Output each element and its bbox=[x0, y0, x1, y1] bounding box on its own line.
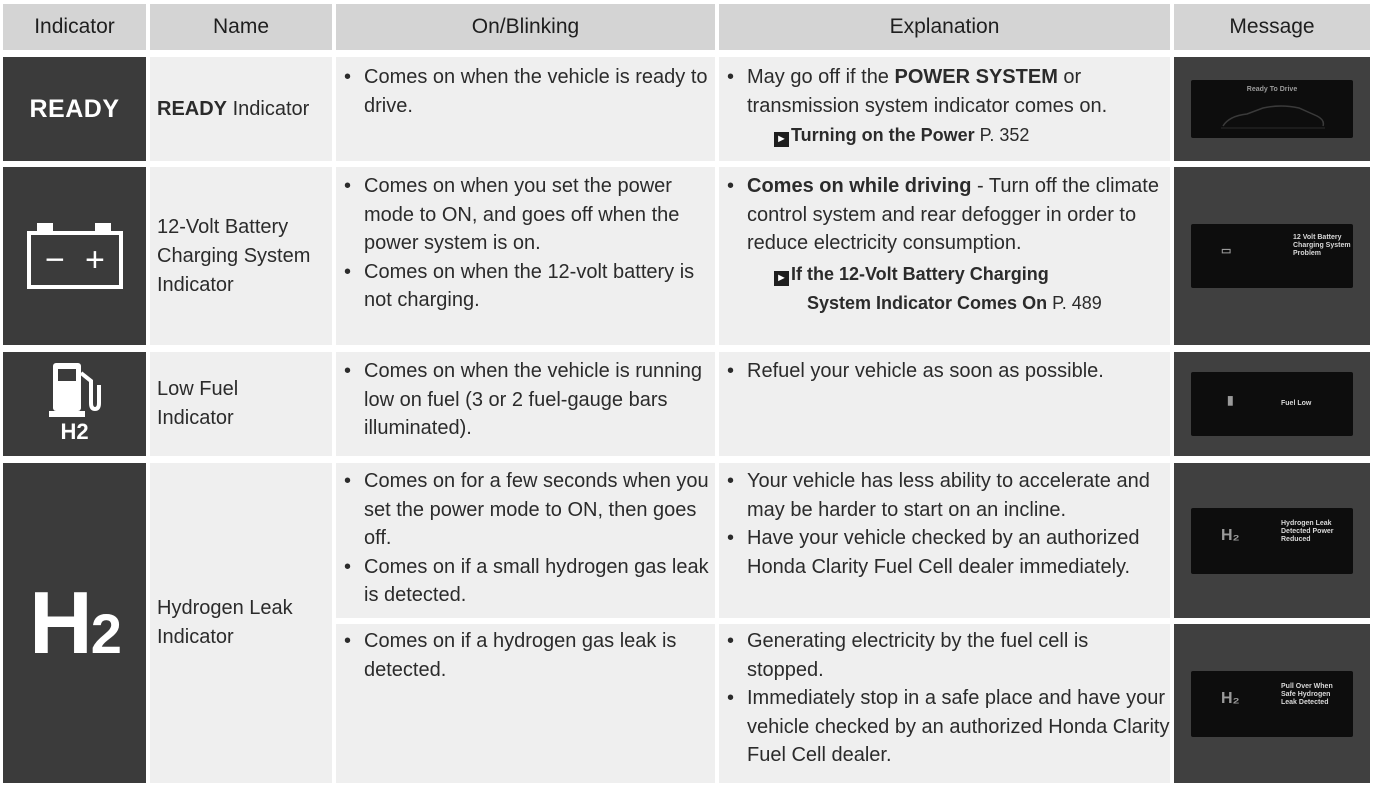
ready-message-cell bbox=[1174, 57, 1370, 161]
list-item: • Comes on when the vehicle is running low on fuel (3 or 2 fuel-gauge bars illuminated). bbox=[336, 357, 715, 443]
ready-indicator-cell bbox=[3, 57, 146, 161]
hydrogen-name bbox=[150, 463, 332, 783]
car-silhouette-icon bbox=[1219, 98, 1327, 132]
hydrogen-message-text-1: Hydrogen Leak Detected Power Reduced bbox=[1281, 519, 1334, 543]
header-indicator: Indicator bbox=[3, 4, 146, 50]
ready-name-bold: READY bbox=[157, 97, 228, 120]
list-item: • Have your vehicle checked by an authorized Honda Clarity Fuel Cell dealer immediately. bbox=[719, 524, 1170, 581]
low-fuel-name bbox=[150, 352, 332, 456]
low-fuel-indicator-cell bbox=[3, 352, 146, 456]
hydrogen-name-text: Hydrogen Leak Indicator bbox=[157, 597, 293, 648]
battery-explanation bbox=[719, 167, 1170, 345]
list-item: • Generating electricity by the fuel cell is stopped. bbox=[719, 627, 1170, 684]
list-item: • Immediately stop in a safe place and have your vehicle checked by an authorized Honda Clarity Fuel Cell dealer. bbox=[719, 684, 1170, 770]
battery-plus-icon: + bbox=[84, 241, 105, 279]
low-fuel-on-blinking bbox=[336, 352, 715, 456]
list-item bbox=[719, 172, 1170, 258]
explanation-text: May go off if the bbox=[747, 66, 895, 88]
ready-name bbox=[150, 57, 332, 161]
battery-small-icon: ▭ bbox=[1221, 245, 1232, 257]
list-item: • Comes on when the 12-volt battery is not charging. bbox=[336, 258, 715, 315]
hydrogen-message-screen-2 bbox=[1191, 671, 1353, 737]
hydrogen-indicator-cell bbox=[3, 463, 146, 783]
fuel-pump-icon bbox=[45, 359, 105, 449]
reference-arrow-icon: ► bbox=[774, 132, 789, 147]
explanation-bold: POWER SYSTEM bbox=[894, 66, 1058, 88]
reference-title: If the 12-Volt Battery Charging bbox=[791, 263, 1049, 284]
h2-label: H2 bbox=[60, 419, 89, 444]
low-fuel-message-text: Fuel Low bbox=[1281, 400, 1312, 407]
hydrogen-on-blinking-2 bbox=[336, 624, 715, 783]
battery-name-text: 12-Volt Battery Charging System Indicator bbox=[157, 215, 311, 296]
hydrogen-message-text-2: Pull Over When Safe Hydrogen Leak Detected bbox=[1281, 682, 1333, 706]
list-item: • Comes on if a hydrogen gas leak is detected. bbox=[336, 627, 715, 684]
ready-message-text: Ready To Drive bbox=[1246, 86, 1298, 93]
fuel-small-icon: ▮ bbox=[1227, 393, 1234, 407]
header-on-blinking: On/Blinking bbox=[336, 4, 715, 50]
low-fuel-message-screen bbox=[1191, 372, 1353, 436]
header-message: Message bbox=[1174, 4, 1370, 50]
hydrogen-message-screen-1 bbox=[1191, 508, 1353, 574]
hydrogen-message-cell-1 bbox=[1174, 463, 1370, 618]
header-explanation: Explanation bbox=[719, 4, 1170, 50]
reference-arrow-icon: ► bbox=[774, 271, 789, 286]
header-name: Name bbox=[150, 4, 332, 50]
battery-on-blinking bbox=[336, 167, 715, 345]
ready-explanation bbox=[719, 57, 1170, 161]
ready-on-blinking bbox=[336, 57, 715, 161]
low-fuel-message-cell bbox=[1174, 352, 1370, 456]
list-item: • Your vehicle has less ability to accelerate and may be harder to start on an incline. bbox=[719, 467, 1170, 524]
h2-small-icon: H₂ bbox=[1221, 526, 1240, 544]
battery-reference-link[interactable] bbox=[719, 260, 1170, 318]
ready-reference-link[interactable] bbox=[719, 122, 1170, 148]
hydrogen-explanation-1 bbox=[719, 463, 1170, 618]
low-fuel-name-text: Low Fuel Indicator bbox=[157, 378, 239, 429]
battery-minus-icon: − bbox=[44, 241, 65, 279]
reference-page: P. 352 bbox=[974, 125, 1030, 145]
list-item bbox=[719, 63, 1170, 120]
explanation-text: or transmission system indicator comes on. bbox=[747, 66, 1108, 117]
h2-small-icon: H₂ bbox=[1221, 689, 1240, 707]
battery-message-text: 12 Volt Battery Charging System Problem bbox=[1293, 234, 1351, 257]
explanation-text: - Turn off the climate control system and rear defogger in order to reduce electricity consumption. bbox=[747, 175, 1159, 254]
battery-message-cell bbox=[1174, 167, 1370, 345]
hydrogen-message-cell-2 bbox=[1174, 624, 1370, 783]
hydrogen-icon: H2 bbox=[29, 573, 120, 672]
list-item: • Refuel your vehicle as soon as possible. bbox=[719, 357, 1170, 386]
list-item: • Comes on when you set the power mode to ON, and goes off when the power system is on. bbox=[336, 172, 715, 258]
list-item: • Comes on for a few seconds when you set the power mode to ON, then goes off. bbox=[336, 467, 715, 553]
explanation-bold: Comes on while driving bbox=[747, 175, 972, 197]
ready-message-screen bbox=[1191, 80, 1353, 138]
ready-name-rest: Indicator bbox=[227, 97, 310, 120]
low-fuel-explanation bbox=[719, 352, 1170, 456]
reference-title: System Indicator Comes On bbox=[807, 292, 1048, 313]
ready-icon: READY bbox=[29, 94, 120, 123]
reference-page: P. 489 bbox=[1047, 292, 1102, 313]
battery-name bbox=[150, 167, 332, 345]
battery-indicator-cell bbox=[3, 167, 146, 345]
reference-title: Turning on the Power bbox=[791, 125, 975, 145]
list-item: • Comes on if a small hydrogen gas leak is detected. bbox=[336, 553, 715, 610]
hydrogen-explanation-2 bbox=[719, 624, 1170, 783]
list-item: • Comes on when the vehicle is ready to drive. bbox=[336, 63, 715, 120]
battery-icon bbox=[25, 223, 125, 289]
battery-message-screen bbox=[1191, 224, 1353, 288]
hydrogen-on-blinking-1 bbox=[336, 463, 715, 618]
